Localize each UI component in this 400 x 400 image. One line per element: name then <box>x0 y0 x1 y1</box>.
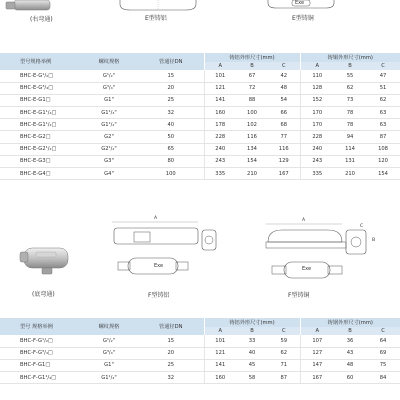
header-steel-dims: 铸钢外形尺寸(mm) <box>300 318 400 327</box>
f-type-spec-table <box>0 318 400 384</box>
dim-a-label: A <box>154 216 158 221</box>
table-cell: 107 <box>300 335 334 347</box>
table-cell: 128 <box>300 82 334 94</box>
header-a: A <box>300 327 334 335</box>
table-cell: G1¹/₂" <box>80 119 138 131</box>
bottom-elbow-caption: (底弯通) <box>32 291 55 298</box>
table-cell: BHC-E-G2¹/₂□ <box>0 143 80 155</box>
table-cell: 45 <box>236 359 268 371</box>
table-cell: 40 <box>138 119 204 131</box>
f-type-aluminum-caption: F型铸铝 <box>148 292 170 299</box>
table-cell: 240 <box>300 143 334 155</box>
table-cell: 167 <box>268 168 300 180</box>
table-cell: 62 <box>334 82 366 94</box>
table-cell: 64 <box>366 335 400 347</box>
table-cell: 63 <box>366 119 400 131</box>
table-cell: 121 <box>204 82 236 94</box>
table-cell: 114 <box>334 143 366 155</box>
table-cell: 87 <box>268 372 300 384</box>
header-a: A <box>300 62 334 70</box>
table-cell: 36 <box>334 335 366 347</box>
table-cell: BHC-F-G¹/₂□ <box>0 335 80 347</box>
header-a: A <box>204 327 236 335</box>
table-cell: BHC-E-G1¹/₄□ <box>0 107 80 119</box>
table-row <box>0 347 400 359</box>
table-cell: BHC-E-G4□ <box>0 168 80 180</box>
dim-c-label: C <box>360 224 364 229</box>
table-cell: BHC-E-G1¹/₂□ <box>0 119 80 131</box>
table-cell: 134 <box>236 143 268 155</box>
header-model: 型号 规格举例 <box>0 318 80 335</box>
table-cell: G3" <box>80 155 138 167</box>
table-cell: 68 <box>268 119 300 131</box>
table-cell: BHC-E-G³/₄□ <box>0 82 80 94</box>
table-cell: 154 <box>366 168 400 180</box>
table-cell: 33 <box>236 335 268 347</box>
table-cell: 43 <box>334 347 366 359</box>
table-cell: 120 <box>366 155 400 167</box>
table-cell: 15 <box>138 335 204 347</box>
table-cell: 335 <box>300 168 334 180</box>
table-cell: 170 <box>300 119 334 131</box>
table-cell: 147 <box>300 359 334 371</box>
table-row <box>0 107 400 119</box>
table-row <box>0 359 400 371</box>
table-cell: 87 <box>366 131 400 143</box>
table-cell: 127 <box>300 347 334 359</box>
table-cell: 243 <box>300 155 334 167</box>
table-cell: G1¹/₄" <box>80 107 138 119</box>
table-cell: 78 <box>334 107 366 119</box>
table-cell: 141 <box>204 94 236 106</box>
table-cell: 42 <box>268 70 300 82</box>
header-aluminum-dims: 铸铝外形尺寸(mm) <box>204 53 300 62</box>
table-cell: G1¹/₄" <box>80 372 138 384</box>
table-cell: 65 <box>138 143 204 155</box>
table-cell: 121 <box>204 347 236 359</box>
table-row <box>0 335 400 347</box>
table-cell: 50 <box>138 131 204 143</box>
e-type-copper-caption: E型铸铜 <box>292 15 314 22</box>
table-cell: 335 <box>204 168 236 180</box>
table-cell: 60 <box>334 372 366 384</box>
table-cell: 75 <box>366 359 400 371</box>
f-type-aluminum-drawing <box>108 218 218 288</box>
table-cell: G¹/₂" <box>80 70 138 82</box>
table-cell: 167 <box>300 372 334 384</box>
e-type-aluminum-caption: E型铸铝 <box>145 15 167 22</box>
table-row <box>0 155 400 167</box>
table-row <box>0 372 400 384</box>
table-row <box>0 94 400 106</box>
table-cell: 80 <box>138 155 204 167</box>
table-cell: 58 <box>236 372 268 384</box>
table-cell: G2¹/₂" <box>80 143 138 155</box>
table-cell: 25 <box>138 94 204 106</box>
header-model: 型号规格举例 <box>0 53 80 70</box>
table-cell: 88 <box>236 94 268 106</box>
table-cell: 160 <box>204 107 236 119</box>
table-cell: 210 <box>236 168 268 180</box>
table-cell: 78 <box>334 119 366 131</box>
header-dn: 管通径DN <box>138 318 204 335</box>
table-cell: 101 <box>204 70 236 82</box>
table-cell: 228 <box>204 131 236 143</box>
table-cell: 20 <box>138 347 204 359</box>
table-cell: 47 <box>366 70 400 82</box>
table-cell: 240 <box>204 143 236 155</box>
table-row <box>0 70 400 82</box>
table-cell: 243 <box>204 155 236 167</box>
table-cell: 32 <box>138 107 204 119</box>
table-cell: 84 <box>366 372 400 384</box>
e-type-spec-table <box>0 53 400 180</box>
table-cell: 170 <box>300 107 334 119</box>
table-cell: 116 <box>236 131 268 143</box>
table-cell: 210 <box>334 168 366 180</box>
table-cell: 66 <box>268 107 300 119</box>
f-type-copper-drawing <box>262 218 382 288</box>
table-cell: BHC-E-G2□ <box>0 131 80 143</box>
table-cell: 20 <box>138 82 204 94</box>
table-cell: 100 <box>138 168 204 180</box>
table-row <box>0 168 400 180</box>
header-b: B <box>334 62 366 70</box>
table-cell: 228 <box>300 131 334 143</box>
table-cell: BHC-E-G1□ <box>0 94 80 106</box>
table-cell: 152 <box>300 94 334 106</box>
dim-a-label: A <box>302 218 306 223</box>
table-cell: 108 <box>366 143 400 155</box>
header-b: B <box>236 327 268 335</box>
table-cell: 141 <box>204 359 236 371</box>
table-cell: G1" <box>80 359 138 371</box>
table-cell: G1" <box>80 94 138 106</box>
table-cell: 54 <box>268 94 300 106</box>
table-cell: 67 <box>236 70 268 82</box>
table-cell: 101 <box>204 335 236 347</box>
table-cell: G¹/₂" <box>80 335 138 347</box>
table-row <box>0 143 400 155</box>
table-row <box>0 82 400 94</box>
table-row <box>0 119 400 131</box>
table-cell: 55 <box>334 70 366 82</box>
exe-mark: Exe <box>154 263 164 269</box>
table-cell: 129 <box>268 155 300 167</box>
table-cell: 62 <box>268 347 300 359</box>
table-cell: 160 <box>204 372 236 384</box>
table-cell: 73 <box>334 94 366 106</box>
header-c: C <box>366 327 400 335</box>
table-cell: 71 <box>268 359 300 371</box>
header-c: C <box>366 62 400 70</box>
table-cell: BHC-E-G¹/₂□ <box>0 70 80 82</box>
table-cell: 32 <box>138 372 204 384</box>
table-cell: 102 <box>236 119 268 131</box>
table-cell: 178 <box>204 119 236 131</box>
header-copper-dims: 铸铜外形尺寸(mm) <box>300 53 400 62</box>
table-cell: 69 <box>366 347 400 359</box>
bottom-elbow-product-photo <box>18 244 80 280</box>
header-b: B <box>334 327 366 335</box>
table-cell: G³/₄" <box>80 82 138 94</box>
table-cell: 62 <box>366 94 400 106</box>
table-cell: 40 <box>236 347 268 359</box>
header-dn: 管通径DN <box>138 53 204 70</box>
header-c: C <box>268 62 300 70</box>
dim-b-label: B <box>372 238 376 243</box>
right-elbow-caption: (右弯通) <box>30 16 53 23</box>
exe-mark: Exe <box>302 266 312 272</box>
table-cell: 94 <box>334 131 366 143</box>
table-cell: G³/₄" <box>80 347 138 359</box>
table-cell: 48 <box>268 82 300 94</box>
e-type-copper-drawing <box>266 0 336 12</box>
table-cell: 72 <box>236 82 268 94</box>
table-cell: 116 <box>268 143 300 155</box>
table-cell: 51 <box>366 82 400 94</box>
table-cell: G4" <box>80 168 138 180</box>
header-thread: 螺纹规格 <box>80 318 138 335</box>
table-cell: 25 <box>138 359 204 371</box>
exe-mark: Exe <box>295 0 305 6</box>
table-cell: BHC-F-G1□ <box>0 359 80 371</box>
table-cell: 48 <box>334 359 366 371</box>
table-cell: BHC-F-G1¹/₄□ <box>0 372 80 384</box>
table-cell: 110 <box>300 70 334 82</box>
table-cell: BHC-F-G³/₄□ <box>0 347 80 359</box>
table-row <box>0 131 400 143</box>
header-c: C <box>268 327 300 335</box>
header-a: A <box>204 62 236 70</box>
table-cell: 15 <box>138 70 204 82</box>
table-cell: 59 <box>268 335 300 347</box>
header-b: B <box>236 62 268 70</box>
header-aluminum-dims: 铸铝外形尺寸(mm) <box>204 318 300 327</box>
f-type-copper-caption: F型铸铜 <box>288 292 310 299</box>
table-cell: 154 <box>236 155 268 167</box>
table-cell: 131 <box>334 155 366 167</box>
table-cell: 63 <box>366 107 400 119</box>
table-cell: 100 <box>236 107 268 119</box>
e-type-aluminum-drawing <box>118 0 198 14</box>
table-cell: BHC-E-G3□ <box>0 155 80 167</box>
table-cell: G2" <box>80 131 138 143</box>
table-cell: 77 <box>268 131 300 143</box>
header-thread: 螺纹规格 <box>80 53 138 70</box>
